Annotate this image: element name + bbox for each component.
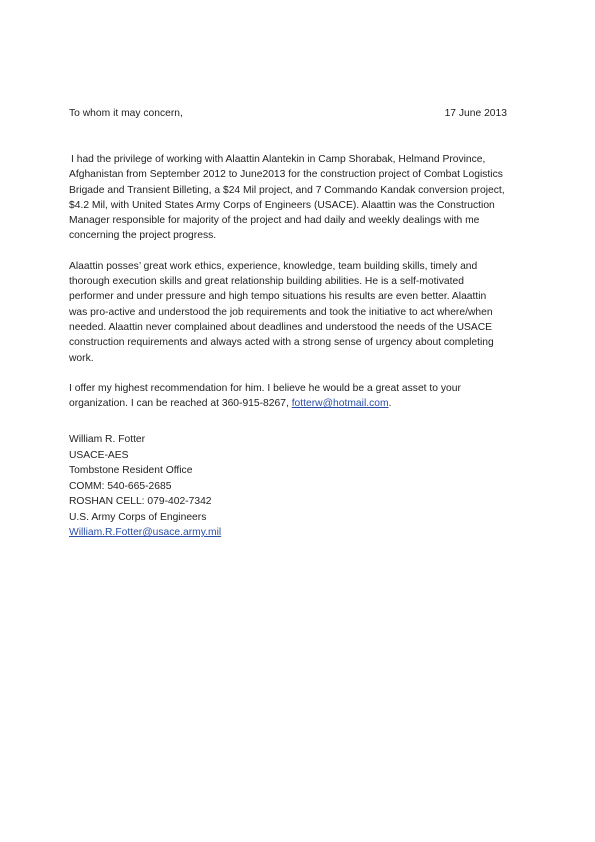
signer-roshan-phone: ROSHAN CELL: 079-402-7342 xyxy=(69,496,212,507)
paragraph-3-text: I offer my highest recommendation for him. I believe he would be a great asset to your organization. I can be reached at 360-915-8267, xyxy=(69,382,461,410)
signer-agency: U.S. Army Corps of Engineers xyxy=(69,511,207,523)
paragraph-1: I had the privilege of working with Alaattin Alantekin in Camp Shorabak, Helmand Province, Afghanistan from September 2012 to June2013 for the construction project of Combat Logistics Brigade and Transient Billeting, a $24 Mil project, and 7 Commando Kandak conversion project, $4.2 Mil, with United States Army Corps of Engineers (USACE). Alaattin was the Construction Manager responsible for majority of the project and had daily and weekly dealings with me concerning the project progress. xyxy=(69,154,505,242)
salutation: To whom it may concern, xyxy=(69,108,183,119)
signer-comm-phone: COMM: 540-665-2685 xyxy=(69,480,172,492)
paragraph-2: Alaattin posses’ great work ethics, experience, knowledge, team building skills, timely and thorough execution skills and great relationship building abilities. He is a self-motivated performer and under pressure and high tempo situations his results are even better. Alaattin was pro-active and understood the job requirements and took the initiative to act where/when needed. Alaattin never complained about deadlines and understood the needs of the USACE construction requirements and always acted with a strong sense of urgency about completing work. xyxy=(69,260,494,364)
paragraph-3-end: . xyxy=(388,398,392,410)
letter-body xyxy=(69,152,527,426)
signer-org: USACE-AES xyxy=(69,449,129,461)
contact-email-link[interactable]: fotterw@hotmail.com xyxy=(291,398,389,410)
paragraph-3 xyxy=(69,381,527,412)
signer-email-link[interactable]: William.R.Fotter@usace.army.mil xyxy=(69,527,222,538)
signer-office: Tombstone Resident Office xyxy=(69,465,193,476)
letter-date: 17 June 2013 xyxy=(444,108,507,119)
letter-header xyxy=(69,106,507,122)
signature-block xyxy=(69,432,369,541)
signer-name: William R. Fotter xyxy=(69,434,146,445)
